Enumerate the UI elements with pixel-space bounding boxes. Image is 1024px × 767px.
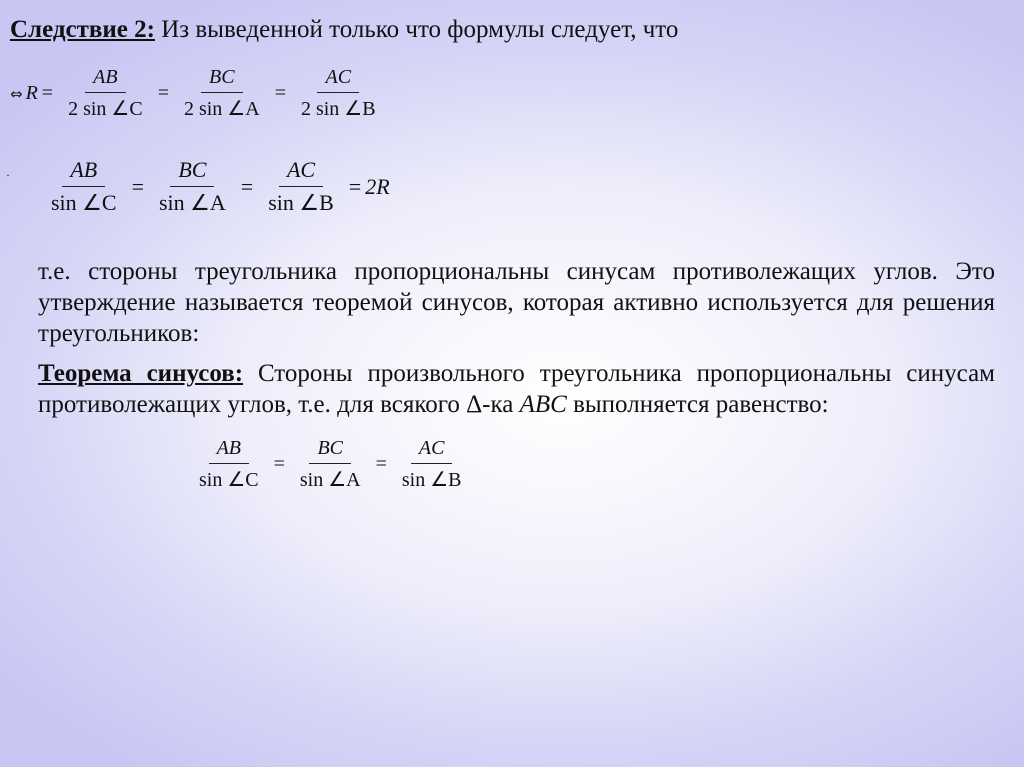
denominator: 2 sin ∠C bbox=[68, 98, 143, 120]
fraction-ac bbox=[260, 157, 342, 216]
numerator: AB bbox=[85, 66, 125, 93]
equivalence-arrow-icon: ⇔ bbox=[10, 84, 23, 103]
bullet-dot: · bbox=[6, 168, 10, 182]
formula-rhs-2r: 2R bbox=[365, 173, 390, 199]
numerator: AB bbox=[209, 437, 249, 464]
equals-sign: = bbox=[131, 173, 144, 199]
theorem-label: Теорема синусов: bbox=[38, 360, 244, 387]
denominator: sin ∠C bbox=[51, 190, 117, 215]
equals-sign: = bbox=[375, 453, 387, 475]
fraction-bc bbox=[292, 437, 369, 492]
formula-radius-lhs: R bbox=[25, 82, 38, 104]
fraction-bc bbox=[151, 157, 234, 216]
numerator: BC bbox=[170, 157, 214, 187]
equals-sign: = bbox=[273, 453, 285, 475]
theorem-text-b: выполняется равенство: bbox=[566, 391, 829, 418]
denominator: sin ∠C bbox=[199, 469, 259, 491]
explanation-paragraph: т.е. стороны треугольника пропорциональны синусам противолежащих углов. Это утверждение называется теоремой синусов, которая активно используется для решения треугольников: bbox=[38, 258, 995, 347]
theorem-text-a: Стороны произвольного треугольника пропорциональны синусам противолежащих углов, т.е. для всякого Δ-ка bbox=[38, 360, 995, 418]
fraction-ab bbox=[60, 66, 151, 121]
equals-sign: = bbox=[274, 82, 286, 104]
equals-sign: = bbox=[157, 82, 169, 104]
numerator: AC bbox=[279, 157, 323, 187]
numerator: AB bbox=[62, 157, 105, 187]
fraction-ac bbox=[293, 66, 384, 121]
equals-sign: = bbox=[41, 82, 54, 104]
corollary-heading bbox=[10, 16, 678, 44]
formula-ratios-2r bbox=[40, 157, 390, 216]
equals-sign: = bbox=[348, 173, 362, 199]
equals-sign: = bbox=[240, 173, 254, 199]
numerator: BC bbox=[309, 437, 351, 464]
denominator: sin ∠A bbox=[159, 190, 226, 215]
theorem-paragraph bbox=[38, 358, 995, 420]
denominator: sin ∠B bbox=[401, 469, 462, 491]
fraction-ab bbox=[191, 437, 267, 492]
denominator: sin ∠B bbox=[268, 190, 334, 215]
corollary-text: Из выведенной только что формулы следует, что bbox=[154, 16, 679, 43]
denominator: 2 sin ∠B bbox=[300, 98, 376, 120]
formula-law-of-sines bbox=[188, 437, 473, 492]
fraction-ac bbox=[394, 437, 470, 492]
fraction-ab bbox=[43, 157, 125, 216]
formula-radius bbox=[10, 66, 387, 121]
corollary-label: Следствие 2: bbox=[10, 16, 155, 43]
numerator: BC bbox=[201, 66, 243, 93]
numerator: AC bbox=[317, 66, 359, 93]
denominator: sin ∠A bbox=[299, 469, 361, 491]
numerator: AC bbox=[411, 437, 453, 464]
fraction-bc bbox=[176, 66, 268, 121]
denominator: 2 sin ∠A bbox=[183, 98, 260, 120]
triangle-name: ABC bbox=[519, 391, 567, 418]
